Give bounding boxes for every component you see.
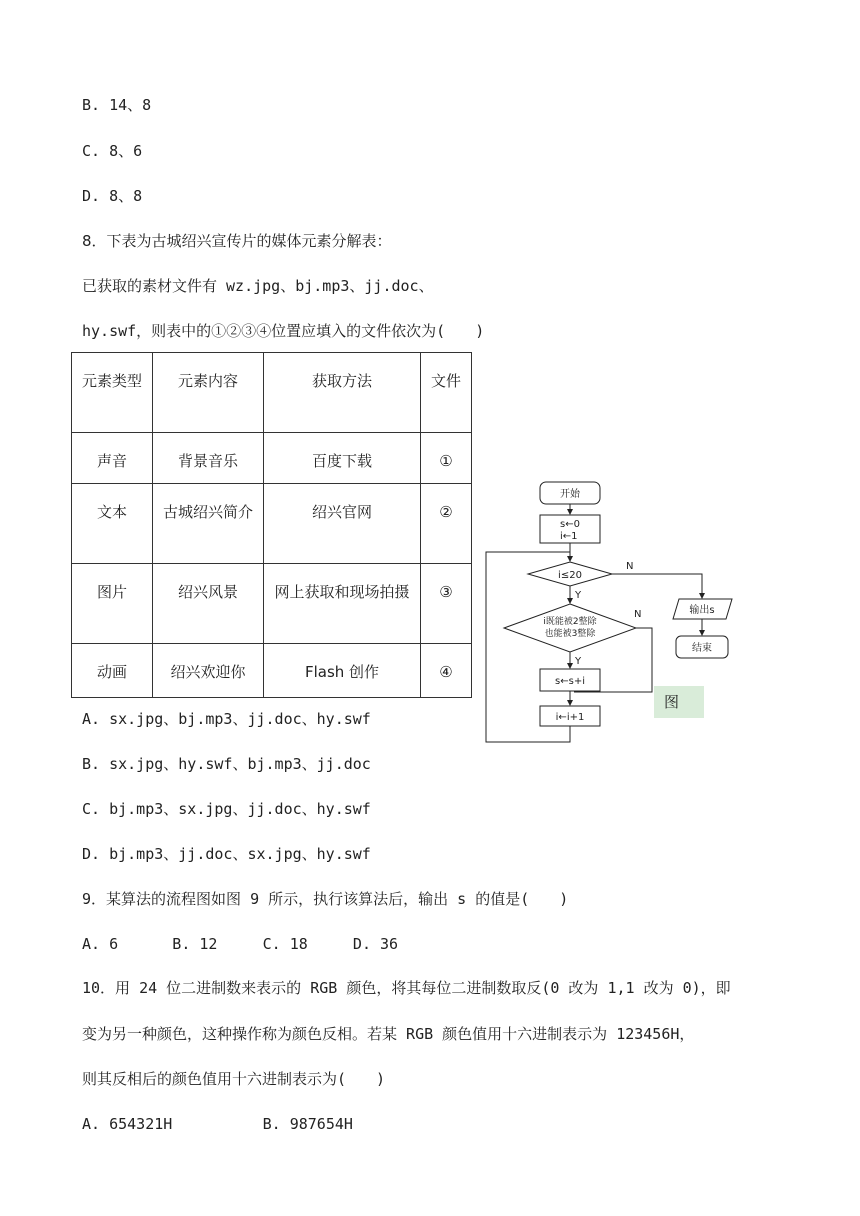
flow-cond1-label: i≤20 bbox=[558, 570, 582, 581]
media-elements-table bbox=[71, 352, 472, 698]
table-cell: 背景音乐 bbox=[153, 433, 264, 484]
flow-output-label: 输出s bbox=[689, 605, 715, 616]
table-header-cell: 元素内容 bbox=[153, 353, 264, 433]
table-row bbox=[72, 484, 472, 564]
flow-start-label: 开始 bbox=[560, 489, 580, 500]
algorithm-flowchart bbox=[484, 478, 744, 744]
table-cell: 百度下载 bbox=[264, 433, 421, 484]
q8-stem-line3: hy.swf，则表中的①②③④位置应填入的文件依次为( ) bbox=[82, 322, 485, 340]
flow-cond2-label-2: 也能被3整除 bbox=[544, 629, 596, 639]
table-cell: 绍兴欢迎你 bbox=[153, 644, 264, 698]
q8-option-a: A. sx.jpg、bj.mp3、jj.doc、hy.swf bbox=[82, 710, 371, 728]
q10-options: A. 654321H B. 987654H bbox=[82, 1115, 353, 1133]
table-cell: 声音 bbox=[72, 433, 153, 484]
q8-option-b: B. sx.jpg、hy.swf、bj.mp3、jj.doc bbox=[82, 755, 371, 773]
q8-option-c: C. bj.mp3、sx.jpg、jj.doc、hy.swf bbox=[82, 800, 371, 818]
flow-condition-divisible bbox=[504, 604, 636, 652]
table-header-cell: 文件 bbox=[421, 353, 472, 433]
q7-option-c: C. 8、6 bbox=[82, 142, 143, 160]
table-cell: Flash 创作 bbox=[264, 644, 421, 698]
q8-stem-line2: 已获取的素材文件有 wz.jpg、bj.mp3、jj.doc、 bbox=[82, 277, 434, 295]
table-row bbox=[72, 433, 472, 484]
flow-end-label: 结束 bbox=[692, 643, 712, 654]
table-cell: 图片 bbox=[72, 564, 153, 644]
q10-line3: 则其反相后的颜色值用十六进制表示为( ) bbox=[82, 1070, 386, 1088]
flow-init-i-label: i←1 bbox=[560, 531, 578, 542]
q8-option-d: D. bj.mp3、jj.doc、sx.jpg、hy.swf bbox=[82, 845, 371, 863]
table-cell: ③ bbox=[421, 564, 472, 644]
table-cell: 文本 bbox=[72, 484, 153, 564]
table-cell: 绍兴风景 bbox=[153, 564, 264, 644]
table-cell: ④ bbox=[421, 644, 472, 698]
flow-cond2-yes: Y bbox=[575, 656, 582, 667]
q10-line2: 变为另一种颜色，这种操作称为颜色反相。若某 RGB 颜色值用十六进制表示为 123456H， bbox=[82, 1025, 695, 1043]
table-cell: 网上获取和现场拍摄 bbox=[264, 564, 421, 644]
flow-assign-i-label: i←i+1 bbox=[555, 712, 585, 723]
q7-option-d: D. 8、8 bbox=[82, 187, 143, 205]
figure-label: 图 bbox=[654, 686, 704, 718]
table-header-row bbox=[72, 353, 472, 433]
table-cell: 动画 bbox=[72, 644, 153, 698]
flow-cond1-yes: Y bbox=[575, 590, 582, 601]
flow-init-s-label: s←0 bbox=[560, 519, 580, 530]
table-cell: 古城绍兴简介 bbox=[153, 484, 264, 564]
flow-cond1-no: N bbox=[626, 561, 634, 572]
flow-assign-s-label: s←s+i bbox=[555, 676, 585, 687]
q9-options: A. 6 B. 12 C. 18 D. 36 bbox=[82, 935, 399, 953]
q7-option-b: B. 14、8 bbox=[82, 96, 152, 114]
table-row bbox=[72, 644, 472, 698]
table-row bbox=[72, 564, 472, 644]
table-header-cell: 元素类型 bbox=[72, 353, 153, 433]
flow-cond2-label-1: i既能被2整除 bbox=[543, 617, 597, 627]
q9-stem: 9．某算法的流程图如图 9 所示，执行该算法后，输出 s 的值是( ) bbox=[82, 890, 569, 908]
q8-stem-line1: 8．下表为古城绍兴宣传片的媒体元素分解表： bbox=[82, 232, 392, 250]
table-cell: 绍兴官网 bbox=[264, 484, 421, 564]
table-cell: ① bbox=[421, 433, 472, 484]
table-header-cell: 获取方法 bbox=[264, 353, 421, 433]
flow-cond2-no: N bbox=[634, 609, 642, 620]
table-cell: ② bbox=[421, 484, 472, 564]
q10-line1: 10．用 24 位二进制数来表示的 RGB 颜色，将其每位二进制数取反(0 改为 1,1 改为 0)，即 bbox=[82, 979, 731, 997]
